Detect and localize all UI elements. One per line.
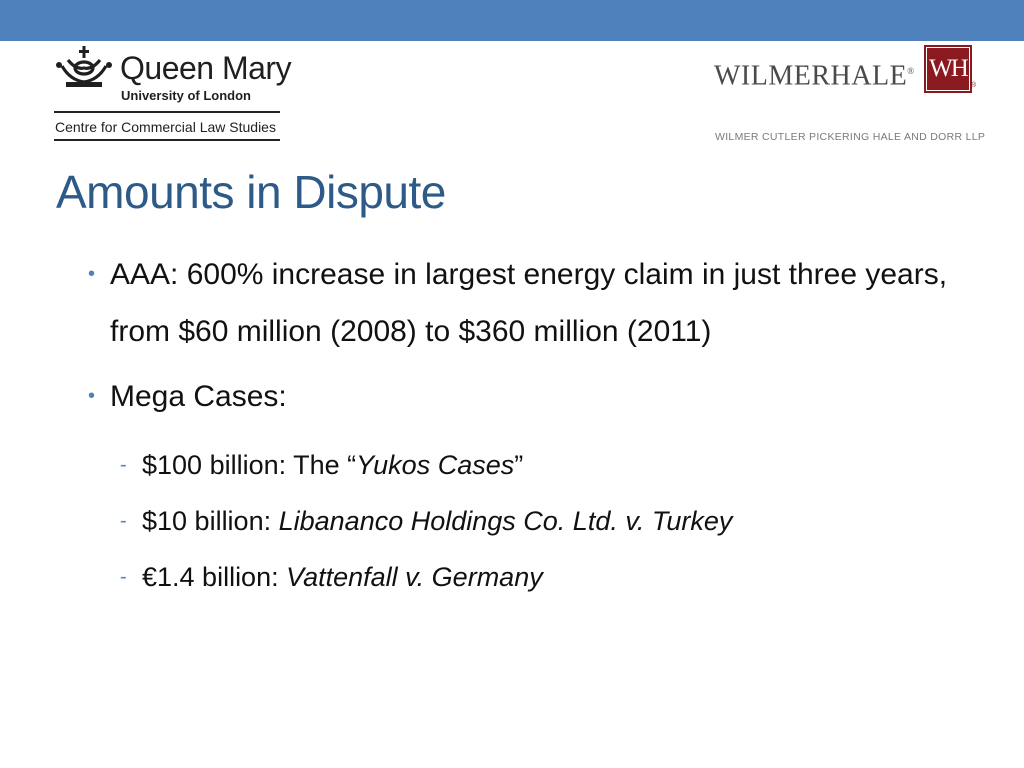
queen-mary-logo: [54, 44, 292, 144]
top-accent-bar: [0, 0, 1024, 41]
dash-icon: -: [120, 566, 127, 588]
slide-title: Amounts in Dispute: [56, 166, 446, 218]
crown-icon: [54, 46, 114, 92]
wilmerhale-full-name: WILMER CUTLER PICKERING HALE AND DORR LLP: [715, 131, 986, 143]
registered-mark: ®: [971, 82, 977, 89]
dash-icon: -: [120, 454, 127, 476]
wilmerhale-mark: WH: [927, 48, 969, 90]
bullet-item: • AAA: 600% increase in largest energy claim in just three years, from $60 million (2008) to $360 million (2011): [88, 246, 968, 360]
logo-divider: [54, 139, 280, 141]
queen-mary-name: Queen Mary: [120, 50, 292, 86]
sub-bullet-item: - €1.4 billion: Vattenfall v. Germany: [120, 562, 543, 592]
logo-divider: [54, 111, 280, 113]
centre-name: Centre for Commercial Law Studies: [55, 119, 276, 135]
sub-bullet-item: - $100 billion: The “Yukos Cases”: [120, 450, 524, 480]
sub-bullet-item: - $10 billion: Libananco Holdings Co. Ltd. v. Turkey: [120, 506, 733, 536]
university-of-london: University of London: [121, 88, 251, 103]
bullet-dot-icon: •: [88, 263, 96, 285]
wilmerhale-name: WILMERHALE®: [714, 60, 915, 92]
bullet-list: [88, 246, 968, 593]
bullet-dot-icon: •: [88, 385, 96, 407]
dash-icon: -: [120, 510, 127, 532]
bullet-item: • Mega Cases:: [88, 368, 968, 425]
